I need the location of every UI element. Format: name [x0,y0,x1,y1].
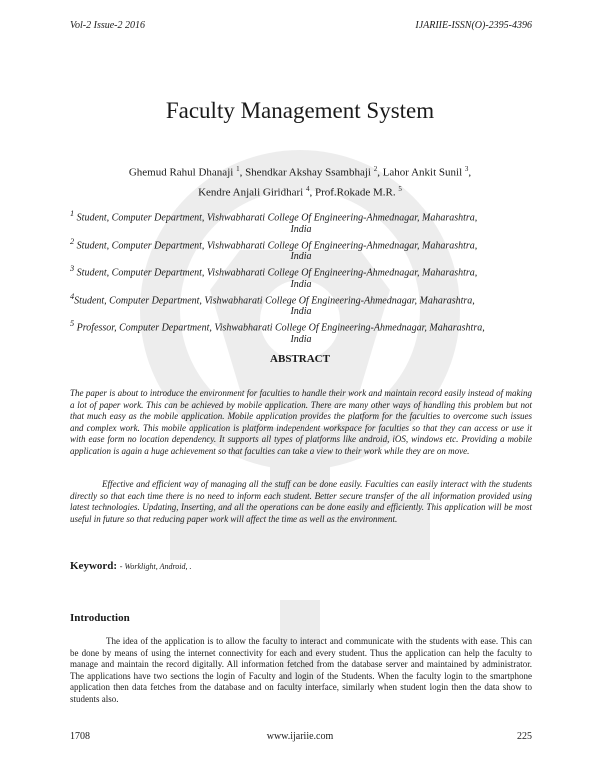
affiliation-country: India [290,333,312,345]
footer-page-number: 225 [517,731,532,742]
journal-issn-header: IJARIIE-ISSN(O)-2395-4396 [415,20,532,31]
footer-issue-number: 1708 [70,731,90,742]
affiliation [70,291,532,319]
author-name: Prof.Rokade M.R. [314,186,396,199]
abstract-paragraph-2: Effective and efficient way of managing all the stuff can be done easily. Faculties can easily interact with the students directly so that each time there is no need to inform each student. Better secure transfer of the all information provided using latest technologies. Updating, Inserting, and all the operations can be done easily and efficiently. This application will be most useful in future so that reducing paper work will affect the time as well as the environment. [70,479,532,524]
author-sup: 5 [398,184,402,193]
footer-website-link[interactable]: www.ijariie.com [266,731,334,742]
affiliation-sup: 5 [70,319,75,329]
affiliation-text: Student, Computer Department, Vishwabharati College Of Engineering-Ahmednagar, Maharashtra, [76,212,478,224]
journal-volume-header: Vol-2 Issue-2 2016 [70,20,145,31]
keyword-label: Keyword: [70,560,118,572]
introduction-heading: Introduction [70,612,130,624]
author-sup: 4 [305,184,310,193]
affiliation [70,236,532,264]
author-name: Shendkar Akshay Ssambhaji [245,166,371,179]
introduction-paragraph: The idea of the application is to allow the faculty to interact and communicate with the students with ease. This can be done by means of using the internet connectivity for each and every student. Thus the application can help the faculty to manage and maintain the record digitally. All information fetched from the database server and maintained by administrator. The applications have two sections the login of Faculty and login of the Students. When the faculty login to the smartphone application then data fetches from the database and on faculty interface, similarly when student login then the data show to students also. [70,636,532,704]
affiliation-text: Student, Computer Department, Vishwabharati College Of Engineering-Ahmednagar, Maharashtra, [76,239,478,251]
keyword-values: - Worklight, Android, . [119,562,192,571]
author-name: Kendre Anjali Giridhari [198,186,304,199]
author-name: Ghemud Rahul Dhanaji [128,166,234,179]
author-name: Lahor Ankit Sunil [382,166,463,179]
abstract-heading: ABSTRACT [270,353,330,365]
affiliation-country: India [290,251,312,263]
abstract-paragraph-1: The paper is about to introduce the environment for faculties to handle their work and maintain record easily instead of making a lot of paper work. This can be achieved by mobile application. There are many other ways of handling this problem but not that much easy as the mobile application. Mobile application provides the platform for the faculties to overcome such issues and complex work. This mobile application is platform independent workspace for faculties so that they can access or use it with ease form no location dependency. It supports all types of platforms like android, iOS, windows etc. Providing a mobile application is again a huge achievement so that faculties can take a view to their work while they are on move. [70,388,532,456]
author-sup: 3 [464,165,469,173]
affiliation-country: India [290,306,312,318]
author-sup: 1 [236,165,240,173]
affiliation-text: Student, Computer Department, Vishwabharati College Of Engineering-Ahmednagar, Maharashtra, [76,267,478,279]
affiliation-sup: 4 [70,291,75,301]
paper-title: Faculty Management System [165,98,435,123]
affiliation-list [70,208,532,346]
affiliation-country: India [290,278,312,290]
affiliation-text: Student, Computer Department, Vishwabharati College Of Engineering-Ahmednagar, Maharashtra, [74,294,475,306]
affiliation-text: Professor, Computer Department, Vishwabharati College Of Engineering-Ahmednagar, Maharashtra, [76,322,485,334]
affiliation [70,208,532,236]
affiliation [70,263,532,291]
keywords [70,560,192,572]
author-list: Ghemud Rahul Dhanaji $^1$, Shendkar Akshay Ssambhaji $^2$, Lahor Ankit Sunil $^3$, Kendre Anjali Giridhari $^4$, Prof.Rokade M.R. $^5$ [128,165,472,199]
affiliation-sup: 1 [70,209,75,218]
affiliation-sup: 2 [70,236,75,246]
affiliation [70,318,532,346]
author-sup: 2 [373,165,378,173]
affiliation-sup: 3 [70,264,75,274]
affiliation-country: India [290,223,312,235]
